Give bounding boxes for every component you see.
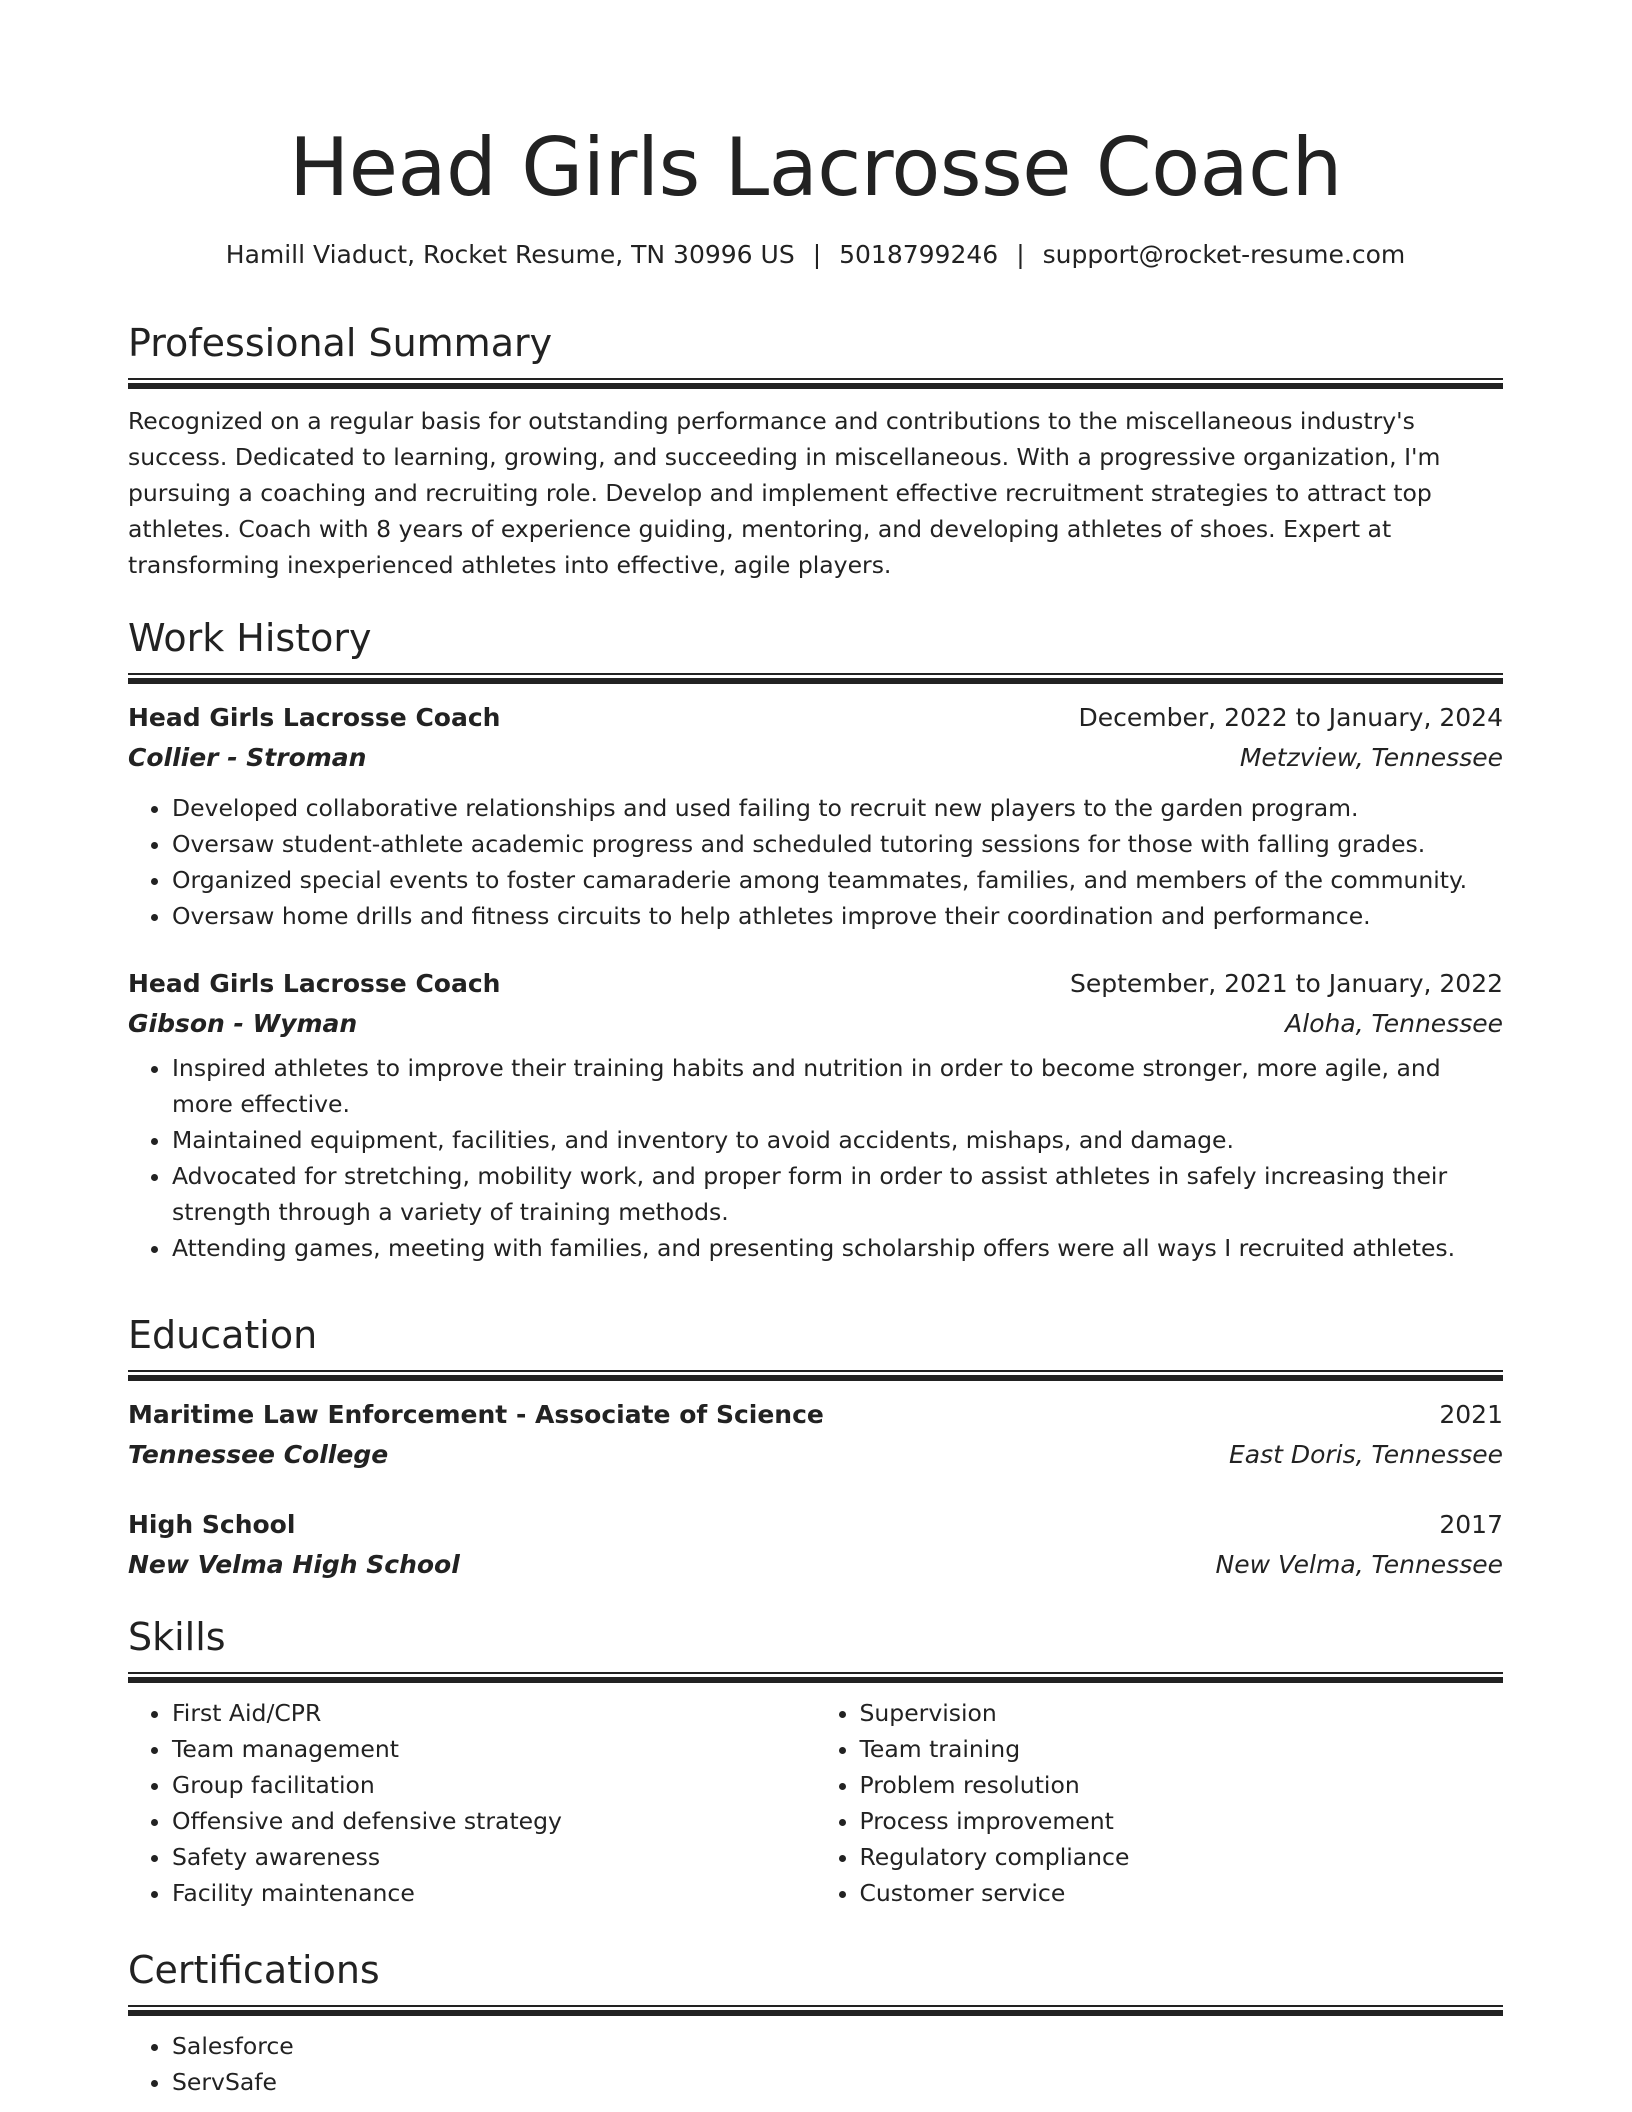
- list-item: • Facility maintenance: [172, 1875, 816, 1911]
- education-year: 2017: [1439, 1510, 1503, 1539]
- list-item: • Oversaw home drills and fitness circuits to help athletes improve their coordination and performance.: [172, 898, 1503, 934]
- list-item: • Inspired athletes to improve their training habits and nutrition in order to become stronger, more agile, and more effective.: [172, 1050, 1503, 1122]
- job-bullets: [128, 790, 1503, 934]
- list-item: • Safety awareness: [172, 1839, 816, 1875]
- job-entry: [128, 964, 1503, 1266]
- education-entry: [128, 1395, 1503, 1475]
- list-item: • Problem resolution: [860, 1767, 1504, 1803]
- education-school: Tennessee College: [128, 1440, 389, 1469]
- job-dates: September, 2021 to January, 2022: [1070, 969, 1503, 998]
- list-item: • Advocated for stretching, mobility work, and proper form in order to assist athletes in safely increasing their strength through a variety of training methods.: [172, 1158, 1503, 1230]
- section-divider: [128, 1672, 1503, 1683]
- certifications-section: [128, 1945, 1503, 2100]
- section-divider: [128, 1370, 1503, 1381]
- job-location: Metzview, Tennessee: [1239, 743, 1503, 772]
- job-company: Gibson - Wyman: [128, 1009, 358, 1038]
- section-heading-work: Work History: [128, 616, 372, 660]
- contact-address: Hamill Viaduct, Rocket Resume, TN 30996 US: [225, 240, 795, 269]
- contact-phone: 5018799246: [839, 240, 999, 269]
- contact-separator: |: [1016, 240, 1025, 269]
- education-section: [128, 1310, 1503, 1585]
- list-item: • Developed collaborative relationships and used failing to recruit new players to the garden program.: [172, 790, 1503, 826]
- job-entry: [128, 698, 1503, 934]
- section-divider: [128, 2005, 1503, 2016]
- education-degree: Maritime Law Enforcement - Associate of Science: [128, 1400, 824, 1429]
- list-item: • ServSafe: [172, 2064, 1503, 2100]
- contact-line: [128, 238, 1503, 272]
- summary-text: Recognized on a regular basis for outstanding performance and contributions to the miscellaneous industry's success. Dedicated to learning, growing, and succeeding in miscellaneous. With a progressive organization, I'm pursuing a coaching and recruiting role. Develop and implement effective recruitment strategies to attract top athletes. Coach with 8 years of experience guiding, mentoring, and developing athletes of shoes. Expert at transforming inexperienced athletes into effective, agile players.: [128, 407, 1441, 579]
- section-heading-education: Education: [128, 1313, 318, 1357]
- list-item: • Salesforce: [172, 2028, 1503, 2064]
- contact-email: support@rocket-resume.com: [1042, 240, 1406, 269]
- education-location: New Velma, Tennessee: [1215, 1550, 1503, 1579]
- contact-separator: |: [812, 240, 822, 269]
- list-item: • Supervision: [860, 1695, 1504, 1731]
- resume-page: [128, 0, 1503, 2096]
- certifications-list: [128, 2028, 1503, 2100]
- job-bullets: [128, 1050, 1503, 1266]
- education-year: 2021: [1439, 1400, 1503, 1429]
- list-item: • Attending games, meeting with families, and presenting scholarship offers were all ways I recruited athletes.: [172, 1230, 1503, 1266]
- work-history-section: [128, 613, 1503, 1266]
- section-divider: [128, 673, 1503, 684]
- list-item: • Group facilitation: [172, 1767, 816, 1803]
- job-location: Aloha, Tennessee: [1285, 1009, 1503, 1038]
- list-item: • Maintained equipment, facilities, and inventory to avoid accidents, mishaps, and damage.: [172, 1122, 1503, 1158]
- list-item: • Regulatory compliance: [860, 1839, 1504, 1875]
- list-item: • Offensive and defensive strategy: [172, 1803, 816, 1839]
- skills-columns: [128, 1695, 1503, 1911]
- section-heading-skills: Skills: [128, 1615, 226, 1659]
- education-entry: [128, 1505, 1503, 1585]
- resume-title: Head Girls Lacrosse Coach: [289, 121, 1342, 214]
- job-dates: December, 2022 to January, 2024: [1078, 703, 1503, 732]
- list-item: • Organized special events to foster camaraderie among teammates, families, and members of the community.: [172, 862, 1503, 898]
- section-heading-summary: Professional Summary: [128, 321, 553, 365]
- list-item: • First Aid/CPR: [172, 1695, 816, 1731]
- job-title: Head Girls Lacrosse Coach: [128, 703, 501, 732]
- skills-list-right: [816, 1695, 1504, 1911]
- skills-section: [128, 1612, 1503, 1911]
- section-divider: [128, 378, 1503, 389]
- section-heading-certifications: Certifications: [128, 1948, 380, 1992]
- summary-section: [128, 318, 1503, 583]
- job-title: Head Girls Lacrosse Coach: [128, 969, 501, 998]
- education-degree: High School: [128, 1510, 296, 1539]
- education-school: New Velma High School: [128, 1550, 460, 1579]
- list-item: • Team training: [860, 1731, 1504, 1767]
- list-item: • Process improvement: [860, 1803, 1504, 1839]
- list-item: • Customer service: [860, 1875, 1504, 1911]
- education-location: East Doris, Tennessee: [1228, 1440, 1503, 1469]
- list-item: • Team management: [172, 1731, 816, 1767]
- job-company: Collier - Stroman: [128, 743, 367, 772]
- skills-list-left: [128, 1695, 816, 1911]
- list-item: • Oversaw student-athlete academic progress and scheduled tutoring sessions for those with falling grades.: [172, 826, 1503, 862]
